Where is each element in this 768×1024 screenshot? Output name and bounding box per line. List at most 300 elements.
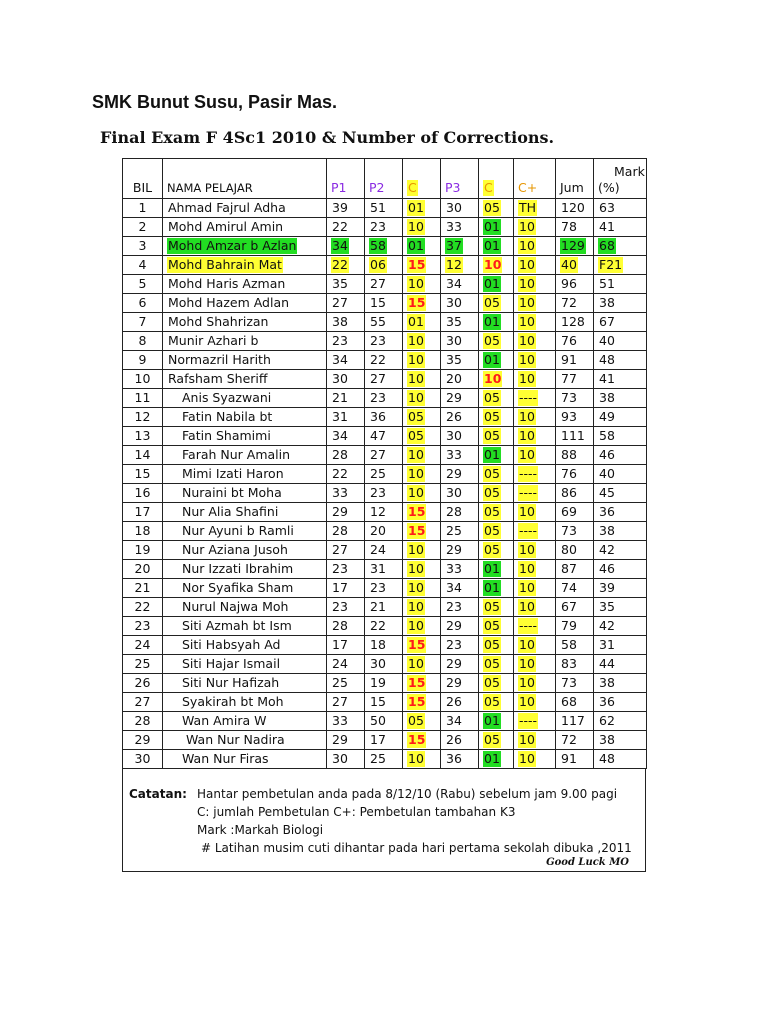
cell-name-value: Munir Azhari b — [168, 333, 259, 348]
cell-c1 — [403, 541, 441, 560]
cell-p1-value: 35 — [332, 276, 348, 291]
cell-mark-value: 44 — [599, 656, 615, 671]
cell-bil — [123, 218, 163, 237]
cell-p1-value: 27 — [332, 694, 348, 709]
cell-bil — [123, 446, 163, 465]
cell-cplus-value: ---- — [519, 466, 538, 481]
cell-mark-value: 42 — [599, 618, 615, 633]
cell-name — [163, 560, 327, 579]
cell-p3-value: 30 — [446, 295, 462, 310]
cell-c1-value: 10 — [408, 352, 424, 367]
cell-name-value: Mohd Hazem Adlan — [168, 295, 290, 310]
cell-jum — [556, 484, 594, 503]
cell-bil-value: 21 — [134, 580, 151, 595]
cell-c1-value: 10 — [408, 390, 424, 405]
cell-p1 — [327, 370, 365, 389]
cell-jum-value: 78 — [561, 219, 577, 234]
cell-cplus-value: 10 — [519, 656, 535, 671]
cell-p3-value: 23 — [446, 599, 462, 614]
cell-bil — [123, 275, 163, 294]
cell-p2-value: 23 — [370, 333, 386, 348]
cell-bil-value: 16 — [134, 485, 151, 500]
cell-p2 — [365, 579, 403, 598]
cell-mark-value: 48 — [599, 751, 615, 766]
cell-name-value: Wan Nur Nadira — [186, 732, 285, 747]
cell-p3-value: 29 — [446, 466, 462, 481]
table-row — [123, 522, 647, 541]
header-jum: Jum — [556, 159, 594, 199]
cell-p1-value: 34 — [332, 428, 348, 443]
cell-bil-value: 27 — [134, 694, 151, 709]
cell-p2-value: 25 — [370, 466, 386, 481]
cell-p2-value: 50 — [370, 713, 386, 728]
cell-p2 — [365, 712, 403, 731]
cell-c2 — [479, 750, 514, 769]
cell-c2-value: 05 — [484, 466, 500, 481]
cell-bil-value: 19 — [134, 542, 151, 557]
cell-c1 — [403, 389, 441, 408]
cell-mark — [594, 579, 647, 598]
cell-bil-value: 4 — [138, 257, 147, 272]
cell-bil — [123, 332, 163, 351]
cell-bil — [123, 522, 163, 541]
cell-p2 — [365, 693, 403, 712]
cell-mark — [594, 636, 647, 655]
cell-name — [163, 256, 327, 275]
cell-p2 — [365, 446, 403, 465]
cell-c2 — [479, 332, 514, 351]
cell-jum-value: 91 — [561, 751, 577, 766]
cell-mark — [594, 712, 647, 731]
cell-name — [163, 237, 327, 256]
cell-p3-value: 33 — [446, 561, 462, 576]
cell-c2 — [479, 199, 514, 218]
cell-c1 — [403, 408, 441, 427]
cell-c1-value: 10 — [408, 371, 424, 386]
cell-c1-value: 10 — [408, 219, 424, 234]
notes-line-3: Mark :Markah Biologi — [197, 823, 324, 837]
cell-bil-value: 6 — [138, 295, 147, 310]
cell-jum-value: 80 — [561, 542, 577, 557]
cell-c1 — [403, 465, 441, 484]
table-row — [123, 256, 647, 275]
cell-p1 — [327, 503, 365, 522]
cell-c2-value: 05 — [484, 428, 500, 443]
cell-bil — [123, 731, 163, 750]
cell-p3 — [441, 332, 479, 351]
cell-c2-value: 01 — [484, 751, 500, 766]
cell-c1 — [403, 503, 441, 522]
header-nama: NAMA PELAJAR — [163, 159, 327, 199]
cell-p1-value: 27 — [332, 542, 348, 557]
cell-c2-value: 01 — [484, 276, 500, 291]
cell-c1-value: 01 — [408, 200, 424, 215]
cell-mark-value: 40 — [599, 466, 615, 481]
cell-c2-value: 05 — [484, 675, 500, 690]
cell-jum — [556, 465, 594, 484]
cell-name — [163, 598, 327, 617]
cell-c1 — [403, 560, 441, 579]
cell-p3-value: 34 — [446, 580, 462, 595]
school-name: SMK Bunut Susu, Pasir Mas. — [92, 92, 338, 112]
cell-cplus — [514, 750, 556, 769]
cell-name-value: Mimi Izati Haron — [182, 466, 284, 481]
cell-bil-value: 5 — [138, 276, 147, 291]
cell-bil-value: 11 — [134, 390, 151, 405]
cell-mark-value: 39 — [599, 580, 615, 595]
cell-p1 — [327, 408, 365, 427]
cell-mark-value: 38 — [599, 675, 615, 690]
cell-mark — [594, 598, 647, 617]
cell-jum — [556, 294, 594, 313]
cell-bil — [123, 750, 163, 769]
cell-c2-value: 01 — [484, 561, 500, 576]
cell-p3 — [441, 370, 479, 389]
cell-c1-value: 15 — [408, 732, 426, 747]
cell-p3-value: 36 — [446, 751, 462, 766]
cell-cplus-value: 10 — [519, 257, 535, 272]
cell-p3 — [441, 636, 479, 655]
cell-c2 — [479, 446, 514, 465]
cell-c2-value: 05 — [484, 732, 500, 747]
cell-p2-value: 27 — [370, 447, 386, 462]
cell-p1 — [327, 427, 365, 446]
cell-c1 — [403, 446, 441, 465]
cell-name — [163, 313, 327, 332]
cell-p1 — [327, 731, 365, 750]
cell-jum — [556, 579, 594, 598]
cell-p2 — [365, 541, 403, 560]
cell-p1-value: 22 — [332, 466, 348, 481]
cell-c2 — [479, 655, 514, 674]
signature: Good Luck MO — [546, 857, 629, 868]
cell-bil-value: 10 — [134, 371, 151, 386]
cell-p3-value: 33 — [446, 447, 462, 462]
cell-p2 — [365, 199, 403, 218]
table-row — [123, 351, 647, 370]
cell-mark — [594, 237, 647, 256]
cell-bil-value: 17 — [134, 504, 151, 519]
header-cplus: C+ — [514, 159, 556, 199]
cell-mark-value: 31 — [599, 637, 615, 652]
cell-p3 — [441, 313, 479, 332]
cell-name-value: Mohd Bahrain Mat — [168, 257, 282, 272]
cell-name — [163, 655, 327, 674]
cell-mark — [594, 541, 647, 560]
cell-mark — [594, 522, 647, 541]
cell-p2-value: 20 — [370, 523, 386, 538]
cell-jum — [556, 655, 594, 674]
cell-p3-value: 30 — [446, 428, 462, 443]
cell-p1-value: 28 — [332, 618, 348, 633]
cell-c2 — [479, 522, 514, 541]
cell-p2 — [365, 636, 403, 655]
cell-c2 — [479, 408, 514, 427]
table-row — [123, 237, 647, 256]
cell-mark-value: 38 — [599, 295, 615, 310]
cell-name — [163, 332, 327, 351]
cell-cplus — [514, 275, 556, 294]
cell-p3 — [441, 579, 479, 598]
cell-name-value: Nur Ayuni b Ramli — [182, 523, 294, 538]
cell-mark-value: 42 — [599, 542, 615, 557]
cell-mark-value: 38 — [599, 523, 615, 538]
cell-bil-value: 2 — [138, 219, 147, 234]
cell-jum-value: 120 — [561, 200, 585, 215]
cell-jum-value: 129 — [561, 238, 585, 253]
cell-cplus — [514, 199, 556, 218]
cell-c1-value: 10 — [408, 618, 424, 633]
cell-cplus — [514, 313, 556, 332]
cell-bil-value: 28 — [134, 713, 151, 728]
cell-jum-value: 88 — [561, 447, 577, 462]
cell-c2-value: 01 — [484, 352, 500, 367]
cell-name — [163, 731, 327, 750]
cell-mark-value: 49 — [599, 409, 615, 424]
cell-p1 — [327, 313, 365, 332]
cell-p3 — [441, 712, 479, 731]
cell-c2 — [479, 427, 514, 446]
cell-p1-value: 23 — [332, 333, 348, 348]
cell-c1-value: 10 — [408, 656, 424, 671]
cell-p1-value: 23 — [332, 561, 348, 576]
cell-c2 — [479, 560, 514, 579]
table-row — [123, 389, 647, 408]
cell-p3-value: 34 — [446, 713, 462, 728]
cell-name-value: Anis Syazwani — [182, 390, 272, 405]
cell-cplus — [514, 693, 556, 712]
cell-cplus — [514, 579, 556, 598]
cell-cplus-value: 10 — [519, 675, 535, 690]
cell-mark — [594, 427, 647, 446]
cell-p3-value: 37 — [446, 238, 462, 253]
cell-name — [163, 750, 327, 769]
cell-cplus — [514, 674, 556, 693]
cell-p1 — [327, 332, 365, 351]
cell-p1 — [327, 712, 365, 731]
cell-cplus-value: 10 — [519, 732, 535, 747]
cell-cplus-value: 10 — [519, 314, 535, 329]
cell-name-value: Siti Azmah bt Ism — [182, 618, 292, 633]
table-row — [123, 731, 647, 750]
cell-cplus — [514, 294, 556, 313]
cell-c2 — [479, 598, 514, 617]
cell-p1 — [327, 522, 365, 541]
cell-bil-value: 18 — [134, 523, 151, 538]
cell-mark — [594, 617, 647, 636]
table-row — [123, 712, 647, 731]
cell-mark-value: 46 — [599, 447, 615, 462]
cell-c2 — [479, 218, 514, 237]
cell-bil-value: 20 — [134, 561, 151, 576]
cell-bil-value: 29 — [134, 732, 151, 747]
cell-name-value: Mohd Haris Azman — [168, 276, 286, 291]
cell-p3-value: 26 — [446, 732, 462, 747]
cell-jum — [556, 731, 594, 750]
cell-jum — [556, 560, 594, 579]
cell-jum — [556, 598, 594, 617]
table-row — [123, 313, 647, 332]
table-row — [123, 598, 647, 617]
cell-p3 — [441, 750, 479, 769]
cell-bil — [123, 256, 163, 275]
cell-c1-value: 05 — [408, 409, 424, 424]
cell-jum — [556, 693, 594, 712]
cell-name — [163, 693, 327, 712]
notes-label: Catatan: — [129, 787, 187, 801]
cell-cplus — [514, 503, 556, 522]
cell-jum — [556, 541, 594, 560]
cell-c1-value: 10 — [408, 542, 424, 557]
cell-name-value: Syakirah bt Moh — [182, 694, 284, 709]
cell-mark — [594, 199, 647, 218]
cell-name-value: Farah Nur Amalin — [182, 447, 291, 462]
cell-c1-value: 15 — [408, 257, 426, 272]
cell-p3 — [441, 218, 479, 237]
cell-cplus-value: ---- — [519, 485, 538, 500]
cell-name-value: Nur Aziana Jusoh — [182, 542, 288, 557]
cell-jum-value: 72 — [561, 295, 577, 310]
table-row — [123, 655, 647, 674]
cell-p1-value: 28 — [332, 447, 348, 462]
cell-name-value: Nor Syafika Sham — [182, 580, 294, 595]
cell-p2 — [365, 503, 403, 522]
cell-p3-value: 23 — [446, 637, 462, 652]
cell-p2 — [365, 237, 403, 256]
cell-name-value: Ahmad Fajrul Adha — [168, 200, 286, 215]
cell-cplus-value: 10 — [519, 580, 535, 595]
cell-c1 — [403, 655, 441, 674]
cell-name — [163, 370, 327, 389]
cell-cplus-value: 10 — [519, 295, 535, 310]
table-body — [123, 199, 647, 769]
cell-mark-value: 62 — [599, 713, 615, 728]
cell-mark — [594, 294, 647, 313]
cell-c2-value: 05 — [484, 637, 500, 652]
cell-cplus — [514, 731, 556, 750]
cell-cplus-value: 10 — [519, 637, 535, 652]
cell-mark — [594, 750, 647, 769]
cell-c2 — [479, 465, 514, 484]
cell-c1-value: 10 — [408, 447, 424, 462]
cell-jum — [556, 712, 594, 731]
cell-jum-value: 86 — [561, 485, 577, 500]
cell-p1 — [327, 218, 365, 237]
cell-p3 — [441, 655, 479, 674]
header-c2 — [479, 159, 514, 199]
header-c1 — [403, 159, 441, 199]
cell-c2-value: 05 — [484, 390, 500, 405]
header-mark-bottom: (%) — [598, 180, 620, 195]
cell-cplus — [514, 237, 556, 256]
cell-cplus — [514, 655, 556, 674]
cell-p3 — [441, 693, 479, 712]
cell-c2-value: 05 — [484, 333, 500, 348]
table-row — [123, 750, 647, 769]
cell-c1 — [403, 617, 441, 636]
cell-c1-value: 15 — [408, 523, 426, 538]
cell-mark-value: 35 — [599, 599, 615, 614]
cell-jum — [556, 446, 594, 465]
header-c1-label: C — [408, 180, 417, 195]
cell-p2 — [365, 750, 403, 769]
cell-p1 — [327, 446, 365, 465]
cell-p3-value: 30 — [446, 333, 462, 348]
cell-mark-value: 38 — [599, 732, 615, 747]
cell-name — [163, 275, 327, 294]
cell-jum — [556, 636, 594, 655]
cell-bil — [123, 712, 163, 731]
cell-name-value: Nurul Najwa Moh — [182, 599, 289, 614]
cell-name — [163, 465, 327, 484]
cell-name-value: Mohd Amirul Amin — [168, 219, 284, 234]
cell-p2-value: 17 — [370, 732, 386, 747]
cell-c2-value: 01 — [484, 713, 500, 728]
cell-p3-value: 25 — [446, 523, 462, 538]
cell-p1 — [327, 655, 365, 674]
cell-p2-value: 27 — [370, 371, 386, 386]
cell-p3 — [441, 389, 479, 408]
cell-p2 — [365, 256, 403, 275]
cell-c1-value: 05 — [408, 713, 424, 728]
cell-c2 — [479, 351, 514, 370]
cell-c2-value: 01 — [484, 219, 500, 234]
cell-mark-value: 48 — [599, 352, 615, 367]
cell-c1 — [403, 484, 441, 503]
cell-cplus-value: 10 — [519, 409, 535, 424]
cell-cplus — [514, 351, 556, 370]
cell-bil — [123, 655, 163, 674]
cell-c1 — [403, 750, 441, 769]
cell-p2 — [365, 465, 403, 484]
cell-c2-value: 05 — [484, 694, 500, 709]
table-row — [123, 693, 647, 712]
cell-name-value: Nur Alia Shafini — [182, 504, 279, 519]
cell-bil — [123, 674, 163, 693]
cell-jum — [556, 199, 594, 218]
cell-p1-value: 22 — [332, 219, 348, 234]
table-row — [123, 503, 647, 522]
cell-p1 — [327, 465, 365, 484]
header-p2: P2 — [365, 159, 403, 199]
cell-p1-value: 38 — [332, 314, 348, 329]
cell-c1 — [403, 294, 441, 313]
cell-c2-value: 05 — [484, 599, 500, 614]
cell-c2 — [479, 275, 514, 294]
cell-c2-value: 10 — [484, 371, 502, 386]
cell-jum-value: 79 — [561, 618, 577, 633]
cell-c2-value: 05 — [484, 485, 500, 500]
header-bil: BIL — [123, 159, 163, 199]
cell-p2-value: 22 — [370, 618, 386, 633]
cell-c2-value: 01 — [484, 580, 500, 595]
table-row — [123, 275, 647, 294]
cell-bil-value: 9 — [138, 352, 147, 367]
cell-jum-value: 67 — [561, 599, 577, 614]
cell-p3-value: 34 — [446, 276, 462, 291]
cell-c1-value: 15 — [408, 675, 426, 690]
cell-cplus-value: 10 — [519, 542, 535, 557]
header-p3: P3 — [441, 159, 479, 199]
cell-cplus — [514, 218, 556, 237]
cell-mark-value: 38 — [599, 390, 615, 405]
cell-p2 — [365, 313, 403, 332]
cell-jum — [556, 389, 594, 408]
cell-bil — [123, 294, 163, 313]
cell-name — [163, 579, 327, 598]
cell-p2-value: 19 — [370, 675, 386, 690]
cell-p3-value: 35 — [446, 314, 462, 329]
